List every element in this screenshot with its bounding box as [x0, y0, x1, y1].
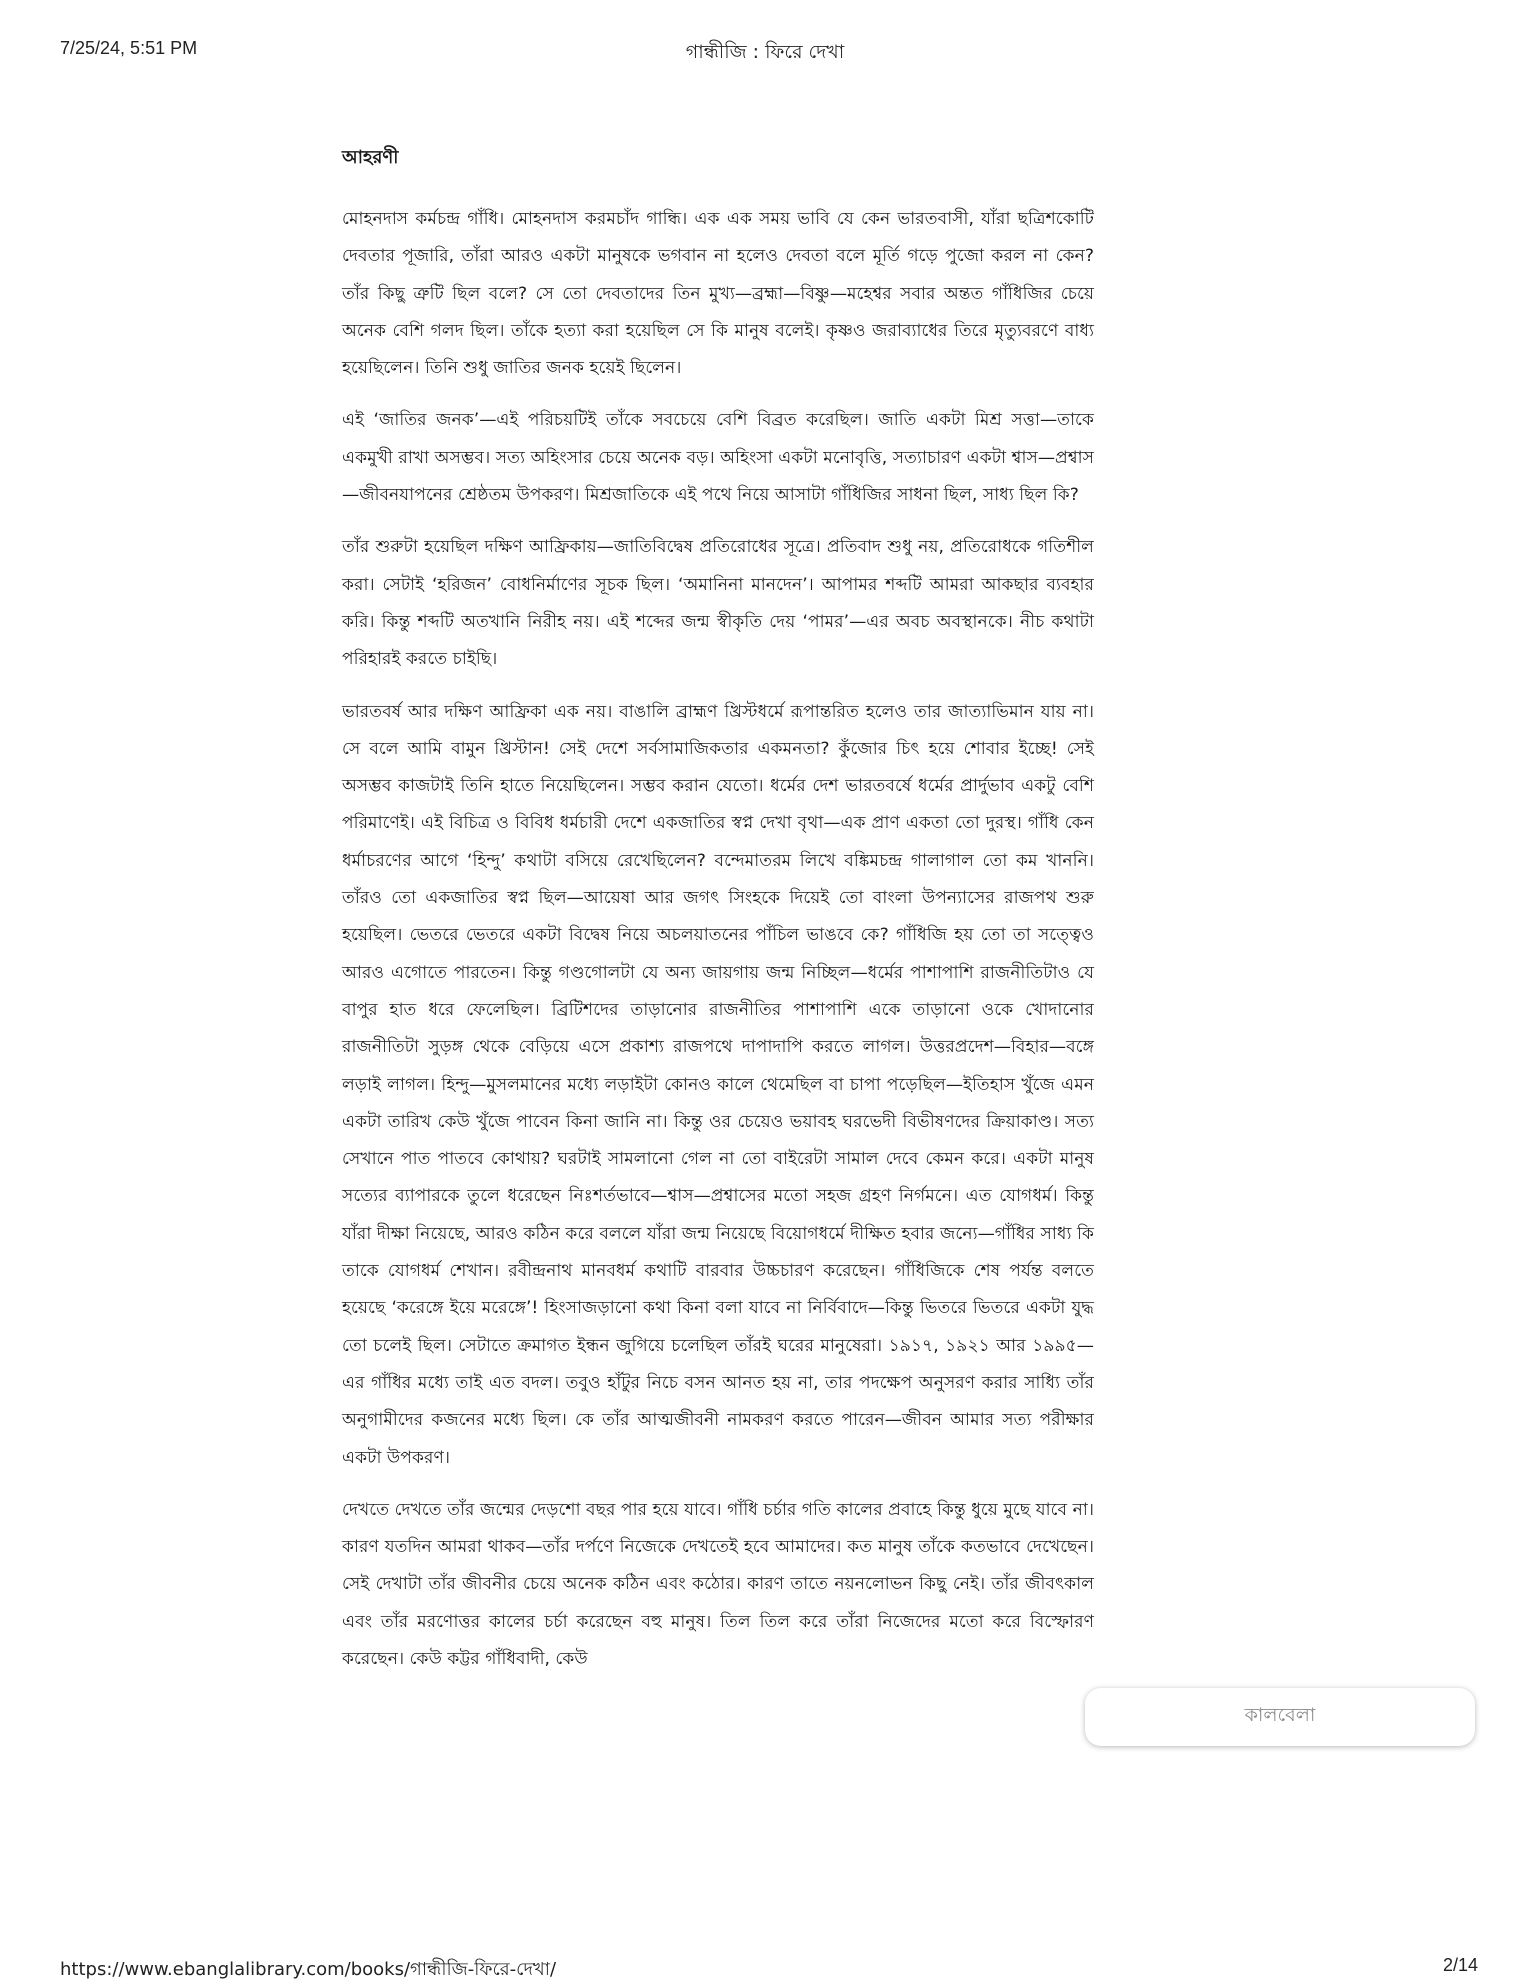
page-url[interactable]: https://www.ebanglalibrary.com/books/গান্ধীজি-ফিরে-দেখা/ [60, 1959, 557, 1980]
paragraph-1: মোহনদাস কর্মচন্দ্র গাঁধি। মোহনদাস করমচাঁদ গান্ধি। এক এক সময় ভাবি যে কেন ভারতবাসী, যাঁরা ছত্রিশকোটি দেবতার পূজারি, তাঁরা আরও একটা মানুষকে ভগবান না হলেও দেবতা বলে মূর্তি গড়ে পুজো করল না কেন? তাঁর কিছু ত্রুটি ছিল বলে? সে তো দেবতাদের তিন মুখ্য—ব্রহ্মা—বিষ্ণু—মহেশ্বর সবার অন্তত গাঁধিজির চেয়ে অনেক বেশি গলদ ছিল। তাঁকে হত্যা করা হয়েছিল সে কি মানুষ বলেই। কৃষ্ণও জরাব্যাধের তিরে মৃত্যুবরণে বাধ্য হয়েছিলেন। তিনি শুধু জাতির জনক হয়েই ছিলেন। [342, 209, 1094, 379]
print-header [0, 38, 1530, 68]
page-title: গান্ধীজি : ফিরে দেখা [685, 41, 845, 63]
paragraph-5: দেখতে দেখতে তাঁর জন্মের দেড়শো বছর পার হয়ে যাবে। গাঁধি চর্চার গতি কালের প্রবাহে কিন্তু ধুয়ে মুছে যাবে না। কারণ যতদিন আমরা থাকব—তাঁর দর্পণে নিজেকে দেখতেই হবে আমাদের। কত মানুষ তাঁকে কতভাবে দেখেছেন। সেই দেখাটা তাঁর জীবনীর চেয়ে অনেক কঠিন এবং কঠোর। কারণ তাতে নয়নলোভন কিছু নেই। তাঁর জীবৎকাল এবং তাঁর মরণোত্তর কালের চর্চা করেছেন বহু মানুষ। তিল তিল করে তাঁরা নিজেদের মতো করে বিস্ফোরণ করেছেন। কেউ কট্টর গাঁধিবাদী, কেউ [342, 1499, 1094, 1669]
print-footer [0, 1955, 1530, 1985]
article-body [342, 145, 1094, 1693]
page-number: 2/14 [1442, 1955, 1478, 1975]
section-title: আহরণী [342, 147, 399, 168]
paragraph-4: ভারতবর্ষ আর দক্ষিণ আফ্রিকা এক নয়। বাঙালি ব্রাহ্মণ খ্রিস্টধর্মে রূপান্তরিত হলেও তার জাত্যাভিমান যায় না। সে বলে আমি বামুন খ্রিস্টান! সেই দেশে সর্বসামাজিকতার একমনতা? কুঁজোর চিৎ হয়ে শোবার ইচ্ছে! সেই অসম্ভব কাজটাই তিনি হাতে নিয়েছিলেন। সম্ভব করান যেতো। ধর্মের দেশ ভারতবর্ষে ধর্মের প্রার্দুভাব একটু বেশি পরিমাণেই। এই বিচিত্র ও বিবিধ ধর্মচারী দেশে একজাতির স্বপ্ন দেখা বৃথা—এক প্রাণ একতা তো দুরস্থ। গাঁধি কেন ধর্মাচরণের আগে ‘হিন্দু’ কথাটা বসিয়ে রেখেছিলেন? বন্দেমাতরম লিখে বঙ্কিমচন্দ্র গালাগাল তো কম খাননি। তাঁরও তো একজাতির স্বপ্ন ছিল—আয়েষা আর জগৎ সিংহকে দিয়েই তো বাংলা উপন্যাসের রাজপথ শুরু হয়েছিল। ভেতরে ভেতরে একটা বিদ্বেষ নিয়ে অচলয়াতনের পাঁচিল ভাঙবে কে? গাঁধিজি হয় তো তা সত্ত্বেও আরও এগোতে পারতেন। কিন্তু গণ্ডগোলটা যে অন্য জায়গায় জন্ম নিচ্ছিল—ধর্মের পাশাপাশি রাজনীতিটাও যে বাপুর হাত ধরে ফেলেছিল। ব্রিটিশদের তাড়ানোর রাজনীতির পাশাপাশি একে তাড়ানো ওকে খোদানোর রাজনীতিটা সুড়ঙ্গ থেকে বেড়িয়ে এসে প্রকাশ্য রাজপথে দাপাদাপি করতে লাগল। উত্তরপ্রদেশ—বিহার—বঙ্গে লড়াই লাগল। হিন্দু—মুসলমানের মধ্যে লড়াইটা কোনও কালে থেমেছিল বা চাপা পড়েছিল—ইতিহাস খুঁজে এমন একটা তারিখ কেউ খুঁজে পাবেন কিনা জানি না। কিন্তু ওর চেয়েও ভয়াবহ ঘরভেদী বিভীষণদের ক্রিয়াকাণ্ড। সত্য সেখানে পাত পাতবে কোথায়? ঘরটাই সামলানো গেল না তো বাইরেটা সামাল দেবে কেমন করে। একটা মানুষ সত্যের ব্যাপারকে তুলে ধরেছেন নিঃশর্তভাবে—শ্বাস—প্রশ্বাসের মতো সহজ গ্রহণ নির্গমনে। এত যোগধর্ম। কিন্তু যাঁরা দীক্ষা নিয়েছে, আরও কঠিন করে বললে যাঁরা জন্ম নিয়েছে বিয়োগধর্মে দীক্ষিত হবার জন্যে—গাঁধির সাধ্য কি তাকে যোগধর্ম শেখান। রবীন্দ্রনাথ মানবধর্ম কথাটি বারবার উচ্চচারণ করেছেন। গাঁধিজিকে শেষ পর্যন্ত বলতে হয়েছে ‘করেঙ্গে ইয়ে মরেঙ্গে’! হিংসাজড়ানো কথা কিনা বলা যাবে না নির্বিবাদে—কিন্তু ভিতরে ভিতরে একটা যুদ্ধ তো চলেই ছিল। সেটাতে ক্রমাগত ইন্ধন জুগিয়ে চলেছিল তাঁরই ঘরের মানুষেরা। ১৯১৭, ১৯২১ আর ১৯৯৫—এর গাঁধির মধ্যে তাই এত বদল। তবুও হাঁটুর নিচে বসন আনত হয় না, তার পদক্ষেপ অনুসরণ করার সাধ্যি তাঁর অনুগামীদের কজনের মধ্যে ছিল। কে তাঁর আত্মজীবনী নামকরণ করতে পারেন—জীবন আমার সত্য পরীক্ষার একটা উপকরণ। [342, 701, 1094, 1468]
print-datetime: 7/25/24, 5:51 PM [60, 38, 198, 58]
paragraph-2: এই ‘জাতির জনক’—এই পরিচয়টিই তাঁকে সবচেয়ে বেশি বিব্রত করেছিল। জাতি একটা মিশ্র সত্তা—তাকে একমুখী রাখা অসম্ভব। সত্য অহিংসার চেয়ে অনেক বড়। অহিংসা একটা মনোবৃত্তি, সত্যাচারণ একটা শ্বাস—প্রশ্বাস—জীবনযাপনের শ্রেষ্ঠতম উপকরণ। মিশ্রজাতিকে এই পথে নিয়ে আসাটা গাঁধিজির সাধনা ছিল, সাধ্য ছিল কি? [342, 410, 1094, 506]
paragraph-3: তাঁর শুরুটা হয়েছিল দক্ষিণ আফ্রিকায়—জাতিবিদ্বেষ প্রতিরোধের সূত্রে। প্রতিবাদ শুধু নয়, প্রতিরোধকে গতিশীল করা। সেটাই ‘হরিজন’ বোধনির্মাণের সূচক ছিল। ‘অমানিনা মানদেন’। আপামর শব্দটি আমরা আকছার ব্যবহার করি। কিন্তু শব্দটি অতখানি নিরীহ নয়। এই শব্দের জন্ম স্বীকৃতি দেয় ‘পামর’—এর অবচ অবস্থানকে। নীচ কথাটা পরিহারই করতে চাইছি। [342, 537, 1094, 670]
book-link-popup[interactable]: কালবেলা [1085, 1688, 1475, 1746]
